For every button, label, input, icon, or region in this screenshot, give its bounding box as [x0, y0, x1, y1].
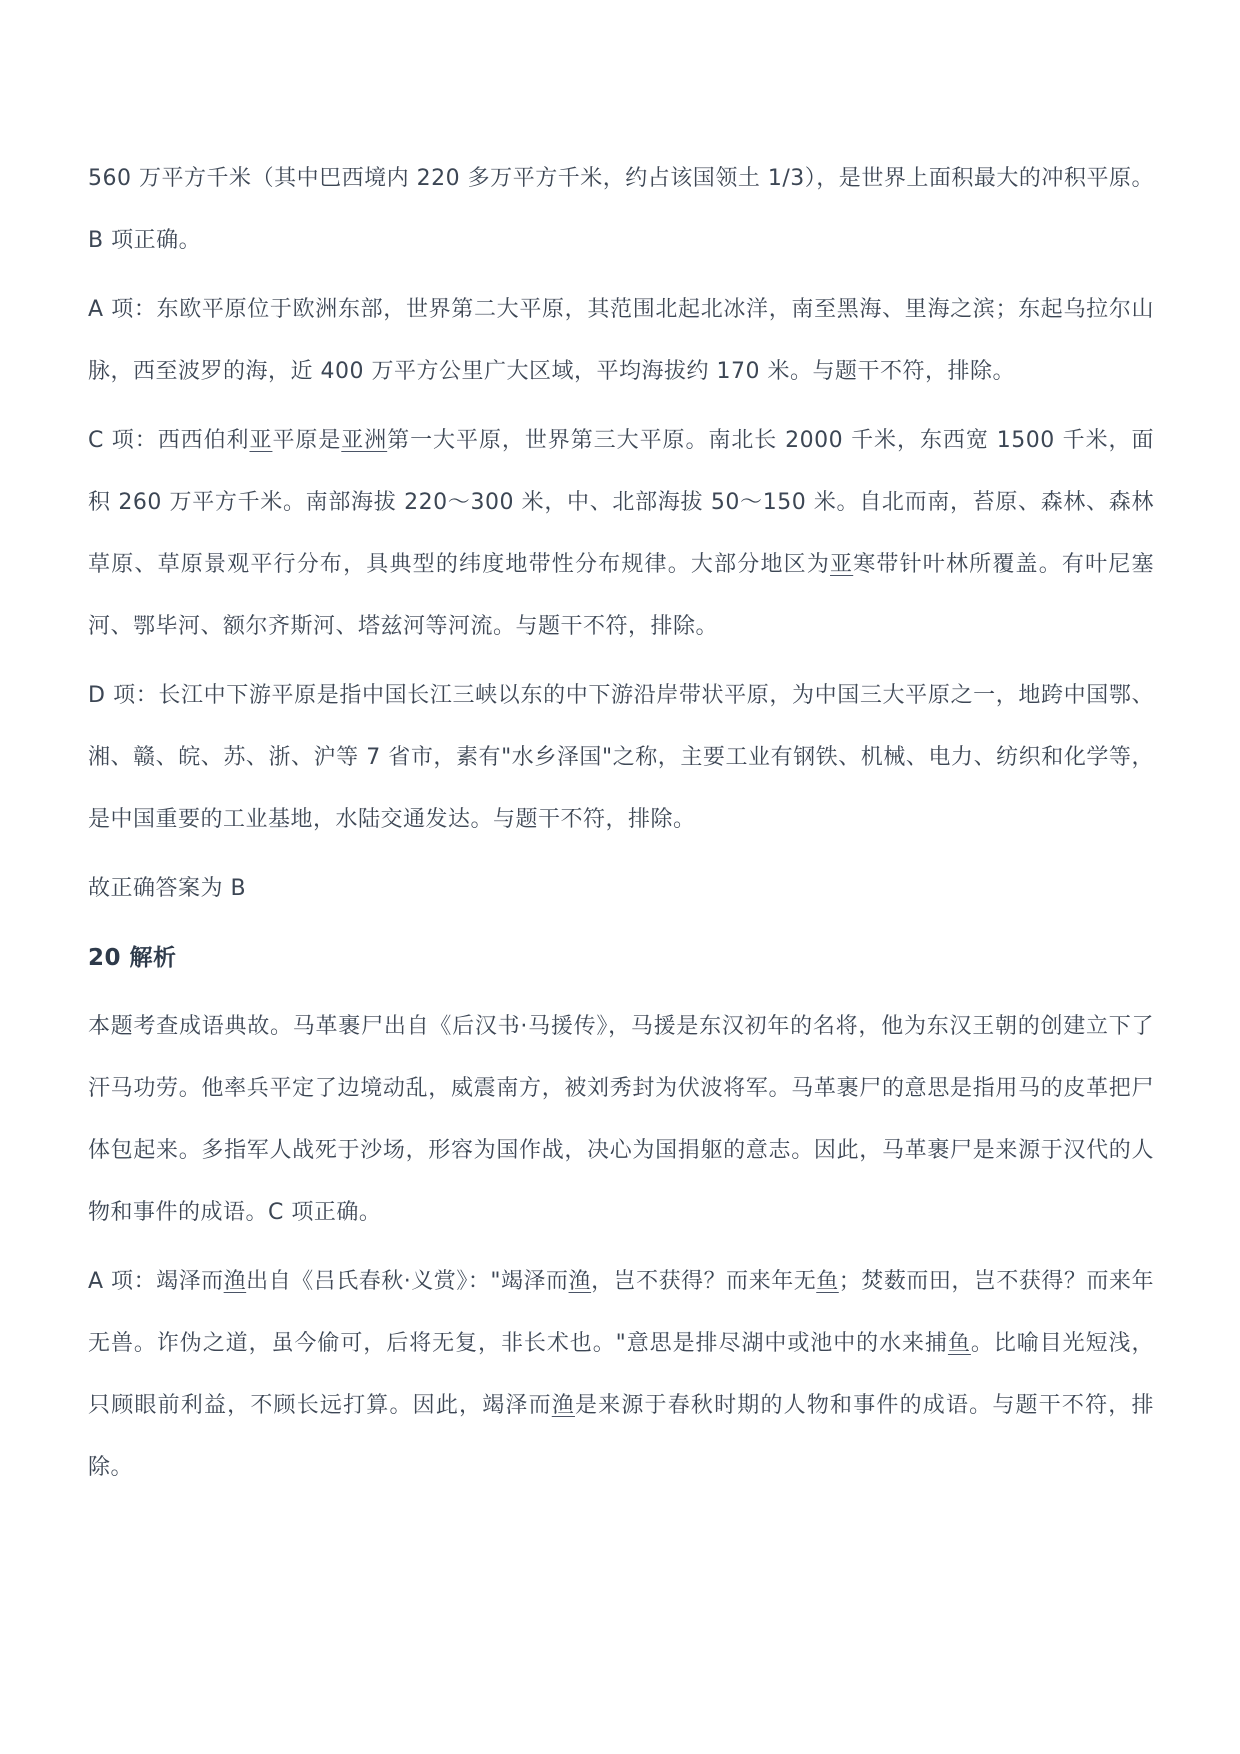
- proofing-underlined-text: 亚洲: [341, 428, 388, 453]
- paragraph-text: D 项：长江中下游平原是指中国长江三峡以东的中下游沿岸带状平原，为中国三大平原之一，地跨中国鄂、湘、赣、皖、苏、浙、沪等 7 省市，素有"水乡泽国"之称，主要工业有钢铁、机械、电力、纺织和化学等，是中国重要的工业基地，水陆交通发达。与题干不符，排除。: [88, 683, 1154, 832]
- paragraph-text: 是来源于春秋时期的人物和事件的成语。与题干不符，排除。: [88, 1393, 1154, 1480]
- paragraph-text: C 项：西西伯利: [88, 428, 250, 453]
- paragraph-text: A 项：竭泽而: [88, 1269, 224, 1294]
- answer-explanation-document: [88, 148, 1154, 1506]
- correct-answer-statement: [88, 858, 1154, 920]
- proofing-underlined-text: 鱼: [816, 1269, 839, 1294]
- proofing-underlined-text: 渔: [551, 1393, 575, 1418]
- proofing-underlined-text: 渔: [568, 1269, 592, 1294]
- question-20-option-a-paragraph: [88, 1251, 1154, 1499]
- proofing-underlined-text: 亚: [830, 552, 854, 577]
- paragraph-text: ，岂不获得？而来年无: [591, 1269, 817, 1294]
- question-20-analysis-paragraph: [88, 996, 1154, 1244]
- option-a-analysis-paragraph: [88, 279, 1154, 403]
- option-d-analysis-paragraph: [88, 665, 1154, 851]
- answer-b-conclusion-paragraph: [88, 148, 1154, 272]
- paragraph-text: 故正确答案为 B: [88, 876, 247, 901]
- paragraph-text: 560 万平方千米（其中巴西境内 220 多万平方千米，约占该国领土 1/3），是世界上面积最大的冲积平原。B 项正确。: [88, 166, 1154, 253]
- paragraph-text: 第一大平原，世界第三大平原。南北长 2000 千米，东西宽 1500 千米，面积 260 万平方千米。南部海拔 220～300 米，中、北部海拔 50～150 米。自北而南，苔原、森林、森林草原、草原景观平行分布，具典型的纬度地带性分布规律。大部分地区为: [88, 428, 1154, 577]
- paragraph-text: ；焚薮而田，岂不获得？而来年无兽。诈伪之道，虽今偷可，后将无复，非长术也。"意思是排尽湖中或池中的水来捕: [88, 1269, 1154, 1356]
- paragraph-text: A 项：东欧平原位于欧洲东部，世界第二大平原，其范围北起北冰洋，南至黑海、里海之滨；东起乌拉尔山脉，西至波罗的海，近 400 万平方公里广大区域，平均海拔约 170 米。与题干不符，排除。: [88, 297, 1154, 384]
- paragraph-text: 平原是: [272, 428, 342, 453]
- option-c-analysis-paragraph: [88, 410, 1154, 658]
- proofing-underlined-text: 亚: [249, 428, 273, 453]
- question-20-heading: [88, 927, 1154, 989]
- heading-text: 20 解析: [88, 945, 177, 971]
- paragraph-text: 出自《吕氏春秋·义赏》："竭泽而: [246, 1269, 569, 1294]
- paragraph-text: 。比喻目光短浅，只顾眼前利益，不顾长远打算。因此，竭泽而: [88, 1331, 1154, 1418]
- paragraph-text: 寒带针叶林所覆盖。有叶尼塞河、鄂毕河、额尔齐斯河、塔兹河等河流。与题干不符，排除。: [88, 552, 1154, 639]
- proofing-underlined-text: 鱼: [947, 1331, 971, 1356]
- proofing-underlined-text: 渔: [223, 1269, 247, 1294]
- paragraph-text: 本题考查成语典故。马革裹尸出自《后汉书·马援传》，马援是东汉初年的名将，他为东汉王朝的创建立下了汗马功劳。他率兵平定了边境动乱，威震南方，被刘秀封为伏波将军。马革裹尸的意思是指用马的皮革把尸体包起来。多指军人战死于沙场，形容为国作战，决心为国捐躯的意志。因此，马革裹尸是来源于汉代的人物和事件的成语。C 项正确。: [88, 1014, 1154, 1225]
